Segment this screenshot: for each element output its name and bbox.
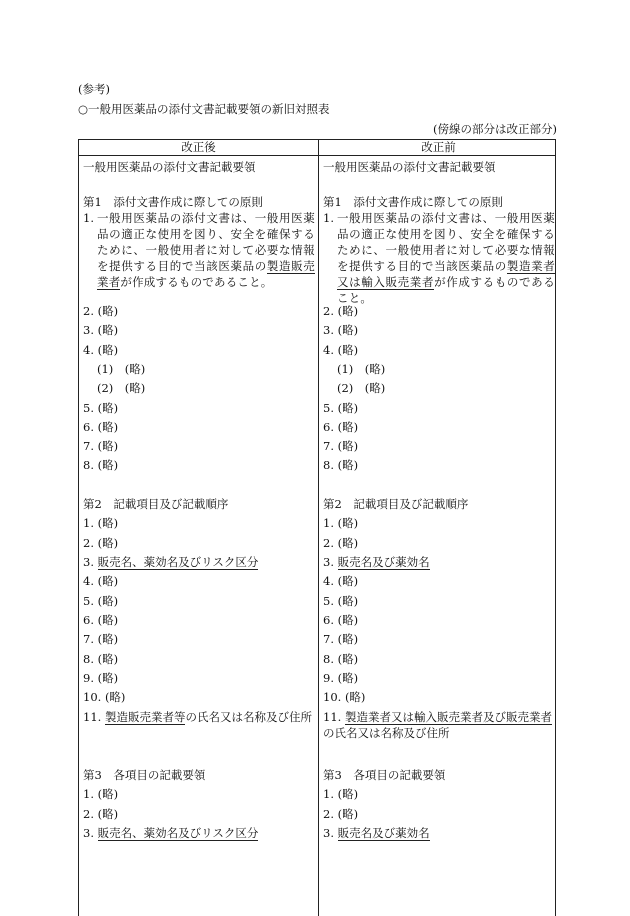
item-number: 11. bbox=[323, 710, 342, 724]
list-item: 7. (略) bbox=[83, 632, 119, 646]
item-number: 3. bbox=[323, 826, 334, 840]
section-2-heading: 第2 記載項目及び記載順序 bbox=[83, 497, 229, 511]
list-item: 4. (略) bbox=[83, 574, 119, 588]
list-item: 5. (略) bbox=[83, 594, 119, 608]
list-item bbox=[323, 554, 430, 570]
item-text: 一般用医薬品の添付文書は、一般用医薬品の適正な使用を図り、安全を確保するために、一般使用者に対して必要な情報を提供する目的で当該医薬品の bbox=[337, 211, 555, 273]
item-number: 3. bbox=[83, 826, 94, 840]
amended-text: 販売名及び薬効名 bbox=[337, 826, 430, 840]
item-text: 一般用医薬品の添付文書は、一般用医薬品の適正な使用を図り、安全を確保するために、一般使用者に対して必要な情報を提供する目的で当該医薬品の bbox=[97, 211, 315, 273]
section-1-heading: 第1 添付文書作成に際しての原則 bbox=[323, 195, 503, 209]
item-text: が作成するものであること。 bbox=[120, 275, 273, 289]
column-header-new: 改正後 bbox=[181, 140, 216, 154]
list-item: 3. (略) bbox=[83, 323, 119, 337]
list-item bbox=[83, 825, 258, 841]
list-item: 8. (略) bbox=[323, 458, 359, 472]
list-item: (1) (略) bbox=[97, 362, 146, 376]
amended-text: 販売名、薬効名及びリスク区分 bbox=[97, 826, 259, 840]
item-number: 3. bbox=[323, 555, 334, 569]
list-item: 5. (略) bbox=[83, 401, 119, 415]
list-item: 6. (略) bbox=[323, 613, 359, 627]
list-item: 7. (略) bbox=[323, 632, 359, 646]
section-2-item-11 bbox=[83, 709, 315, 725]
document-title: ○一般用医薬品の添付文書記載要領の新旧対照表 bbox=[78, 102, 330, 116]
list-item: 7. (略) bbox=[323, 439, 359, 453]
amended-text: 製造販売業者等 bbox=[104, 710, 186, 724]
list-item: 9. (略) bbox=[323, 671, 359, 685]
list-item: 7. (略) bbox=[83, 439, 119, 453]
amended-text: 製造業者又は輸入販売業者 bbox=[337, 259, 555, 289]
section-1-heading: 第1 添付文書作成に際しての原則 bbox=[83, 195, 263, 209]
list-item: 10. (略) bbox=[83, 690, 126, 704]
list-item: 2. (略) bbox=[83, 536, 119, 550]
item-number: 1. bbox=[323, 211, 334, 225]
column-title: 一般用医薬品の添付文書記載要領 bbox=[323, 160, 496, 174]
list-item: 3. (略) bbox=[323, 323, 359, 337]
section-1-item-1 bbox=[323, 210, 555, 306]
comparison-table bbox=[78, 139, 556, 916]
list-item bbox=[83, 554, 258, 570]
list-item: 10. (略) bbox=[323, 690, 366, 704]
list-item: 1. (略) bbox=[323, 516, 359, 530]
list-item: 4. (略) bbox=[323, 343, 359, 357]
item-text: の氏名又は名称及び住所 bbox=[185, 710, 312, 724]
list-item: 8. (略) bbox=[323, 652, 359, 666]
list-item: 2. (略) bbox=[323, 536, 359, 550]
section-3-heading: 第3 各項目の記載要領 bbox=[83, 768, 206, 782]
list-item: 6. (略) bbox=[323, 420, 359, 434]
list-item: 2. (略) bbox=[83, 807, 119, 821]
list-item: 1. (略) bbox=[83, 516, 119, 530]
list-item: 2. (略) bbox=[323, 807, 359, 821]
list-item: 1. (略) bbox=[323, 787, 359, 801]
amended-text: 販売名及び薬効名 bbox=[337, 555, 430, 569]
list-item: 4. (略) bbox=[323, 574, 359, 588]
section-3-heading: 第3 各項目の記載要領 bbox=[323, 768, 446, 782]
item-text: の氏名又は名称及び住所 bbox=[323, 726, 450, 740]
list-item: 5. (略) bbox=[323, 594, 359, 608]
item-text: が作成するものであること。 bbox=[337, 275, 555, 305]
list-item: (2) (略) bbox=[337, 381, 386, 395]
reference-label: (参考) bbox=[78, 82, 110, 96]
item-number: 3. bbox=[83, 555, 94, 569]
list-item: (2) (略) bbox=[97, 381, 146, 395]
amended-text: 製造販売業者 bbox=[97, 259, 315, 289]
list-item: 1. (略) bbox=[83, 787, 119, 801]
column-header-old: 改正前 bbox=[421, 140, 456, 154]
list-item: 4. (略) bbox=[83, 343, 119, 357]
item-number: 11. bbox=[83, 710, 102, 724]
section-1-item-1 bbox=[83, 210, 315, 290]
list-item: 8. (略) bbox=[83, 458, 119, 472]
underline-note: (傍線の部分は改正部分) bbox=[433, 122, 557, 136]
list-item: 9. (略) bbox=[83, 671, 119, 685]
list-item: 6. (略) bbox=[83, 420, 119, 434]
amended-text: 販売名、薬効名及びリスク区分 bbox=[97, 555, 259, 569]
list-item: 8. (略) bbox=[83, 652, 119, 666]
list-item bbox=[323, 825, 430, 841]
list-item: 2. (略) bbox=[83, 304, 119, 318]
column-title: 一般用医薬品の添付文書記載要領 bbox=[83, 160, 256, 174]
section-2-heading: 第2 記載項目及び記載順序 bbox=[323, 497, 469, 511]
list-item: 2. (略) bbox=[323, 304, 359, 318]
list-item: 5. (略) bbox=[323, 401, 359, 415]
section-2-item-11 bbox=[323, 709, 555, 741]
item-number: 1. bbox=[83, 211, 94, 225]
header-divider bbox=[79, 155, 555, 156]
list-item: 6. (略) bbox=[83, 613, 119, 627]
column-divider bbox=[318, 140, 319, 916]
amended-text: 製造業者又は輸入販売業者及び販売業者 bbox=[344, 710, 552, 724]
list-item: (1) (略) bbox=[337, 362, 386, 376]
